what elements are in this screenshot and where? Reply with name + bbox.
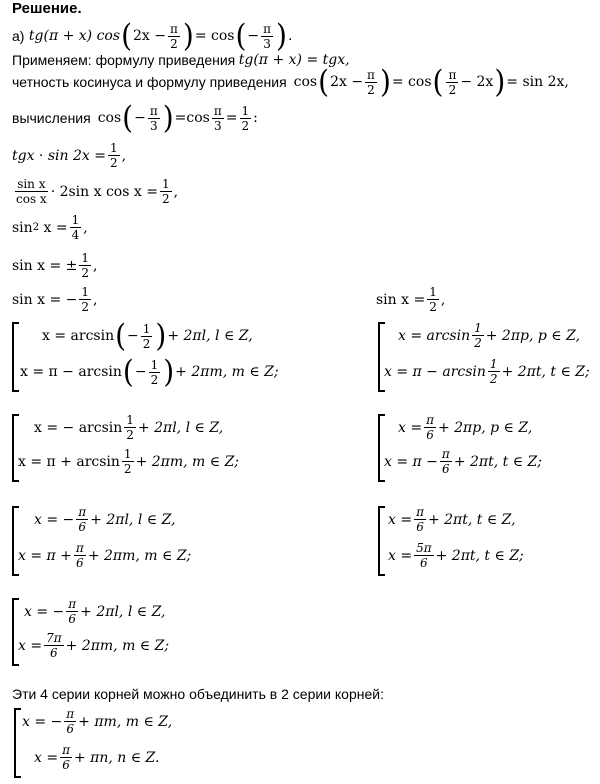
sinx-minus-line: sin x = − $\frac{1}{2}$ , <box>12 285 98 314</box>
sinx-plus-line: sin x = $\frac{1}{2}$ , <box>376 285 446 314</box>
sinx-pm-line: sin x = ± $\frac{1}{2}$ , <box>12 251 98 280</box>
apply-line: Применяем: формулу приведения tg(π + x) = tgx, <box>12 52 350 68</box>
main-equation: а) tg(π + x) cos ( 2x − $\frac{\pi}{2}$ ) = cos ( − $\frac{\pi}{3}$ ) . <box>12 17 293 54</box>
system-1: x = arcsin ( − $\frac{1}{2}$ ) + 2πl, l ∈ Z, x = π − arcsin ( − $\frac{1}{2}$ ) + 2πm, m ∈ Z; <box>12 322 312 392</box>
system-6: x = $\frac{\pi}{6}$ + 2πt, t ∈ Z, x = $\frac{5\pi}{6}$ + 2πt, t ∈ Z; <box>378 506 538 576</box>
bracket <box>14 708 21 778</box>
system-final: x = − $\frac{\pi}{6}$ + πm, m ∈ Z, x = $\frac{\pi}{6}$ + πn, n ∈ Z. <box>14 708 184 778</box>
tgx-line: tgx · sin 2x = $\frac{1}{2}$ , <box>12 141 127 170</box>
bracket <box>12 322 19 392</box>
system-3: x = − arcsin $\frac{1}{2}$ + 2πl, l ∈ Z, x = π + arcsin $\frac{1}{2}$ + 2πm, m ∈ Z; <box>12 414 292 482</box>
frac-pi-2: $\frac{\pi}{2}$ <box>169 21 178 51</box>
calc-line: вычисления cos ( − $\frac{\pi}{3}$ ) = cos $\frac{\pi}{3}$ = $\frac{1}{2}$ : <box>12 99 258 136</box>
system-5: x = − $\frac{\pi}{6}$ + 2πl, l ∈ Z, x = π + $\frac{\pi}{6}$ + 2πm, m ∈ Z; <box>12 506 212 576</box>
bracket <box>378 506 385 576</box>
system-7: x = − $\frac{\pi}{6}$ + 2πl, l ∈ Z, x = $\frac{7\pi}{6}$ + 2πm, m ∈ Z; <box>12 598 192 666</box>
sin2-line: sin 2 x = $\frac{1}{4}$ , <box>12 213 88 242</box>
solution-title: Решение. <box>12 0 82 17</box>
parity-line: четность косинуса и формулу приведения cos ( 2x − $\frac{\pi}{2}$ ) = cos ( $\frac{\pi}{2}$ − 2x ) = sin 2x, <box>12 63 569 100</box>
combine-text: Эти 4 серии корней можно объединить в 2 серии корней: <box>12 686 384 702</box>
sinx-cosx-line: $\frac{\text{sin x}}{\text{cos x}}$ · 2sin x cos x = $\frac{1}{2}$ , <box>16 177 179 206</box>
system-2: x = arcsin $\frac{1}{2}$ + 2πp, p ∈ Z, x = π − arcsin $\frac{1}{2}$ + 2πt, t ∈ Z; <box>378 322 593 392</box>
system-4: x = $\frac{\pi}{6}$ + 2πp, p ∈ Z, x = π − $\frac{\pi}{6}$ + 2πt, t ∈ Z; <box>378 414 558 482</box>
frac-pi-3: $\frac{\pi}{3}$ <box>263 21 272 51</box>
